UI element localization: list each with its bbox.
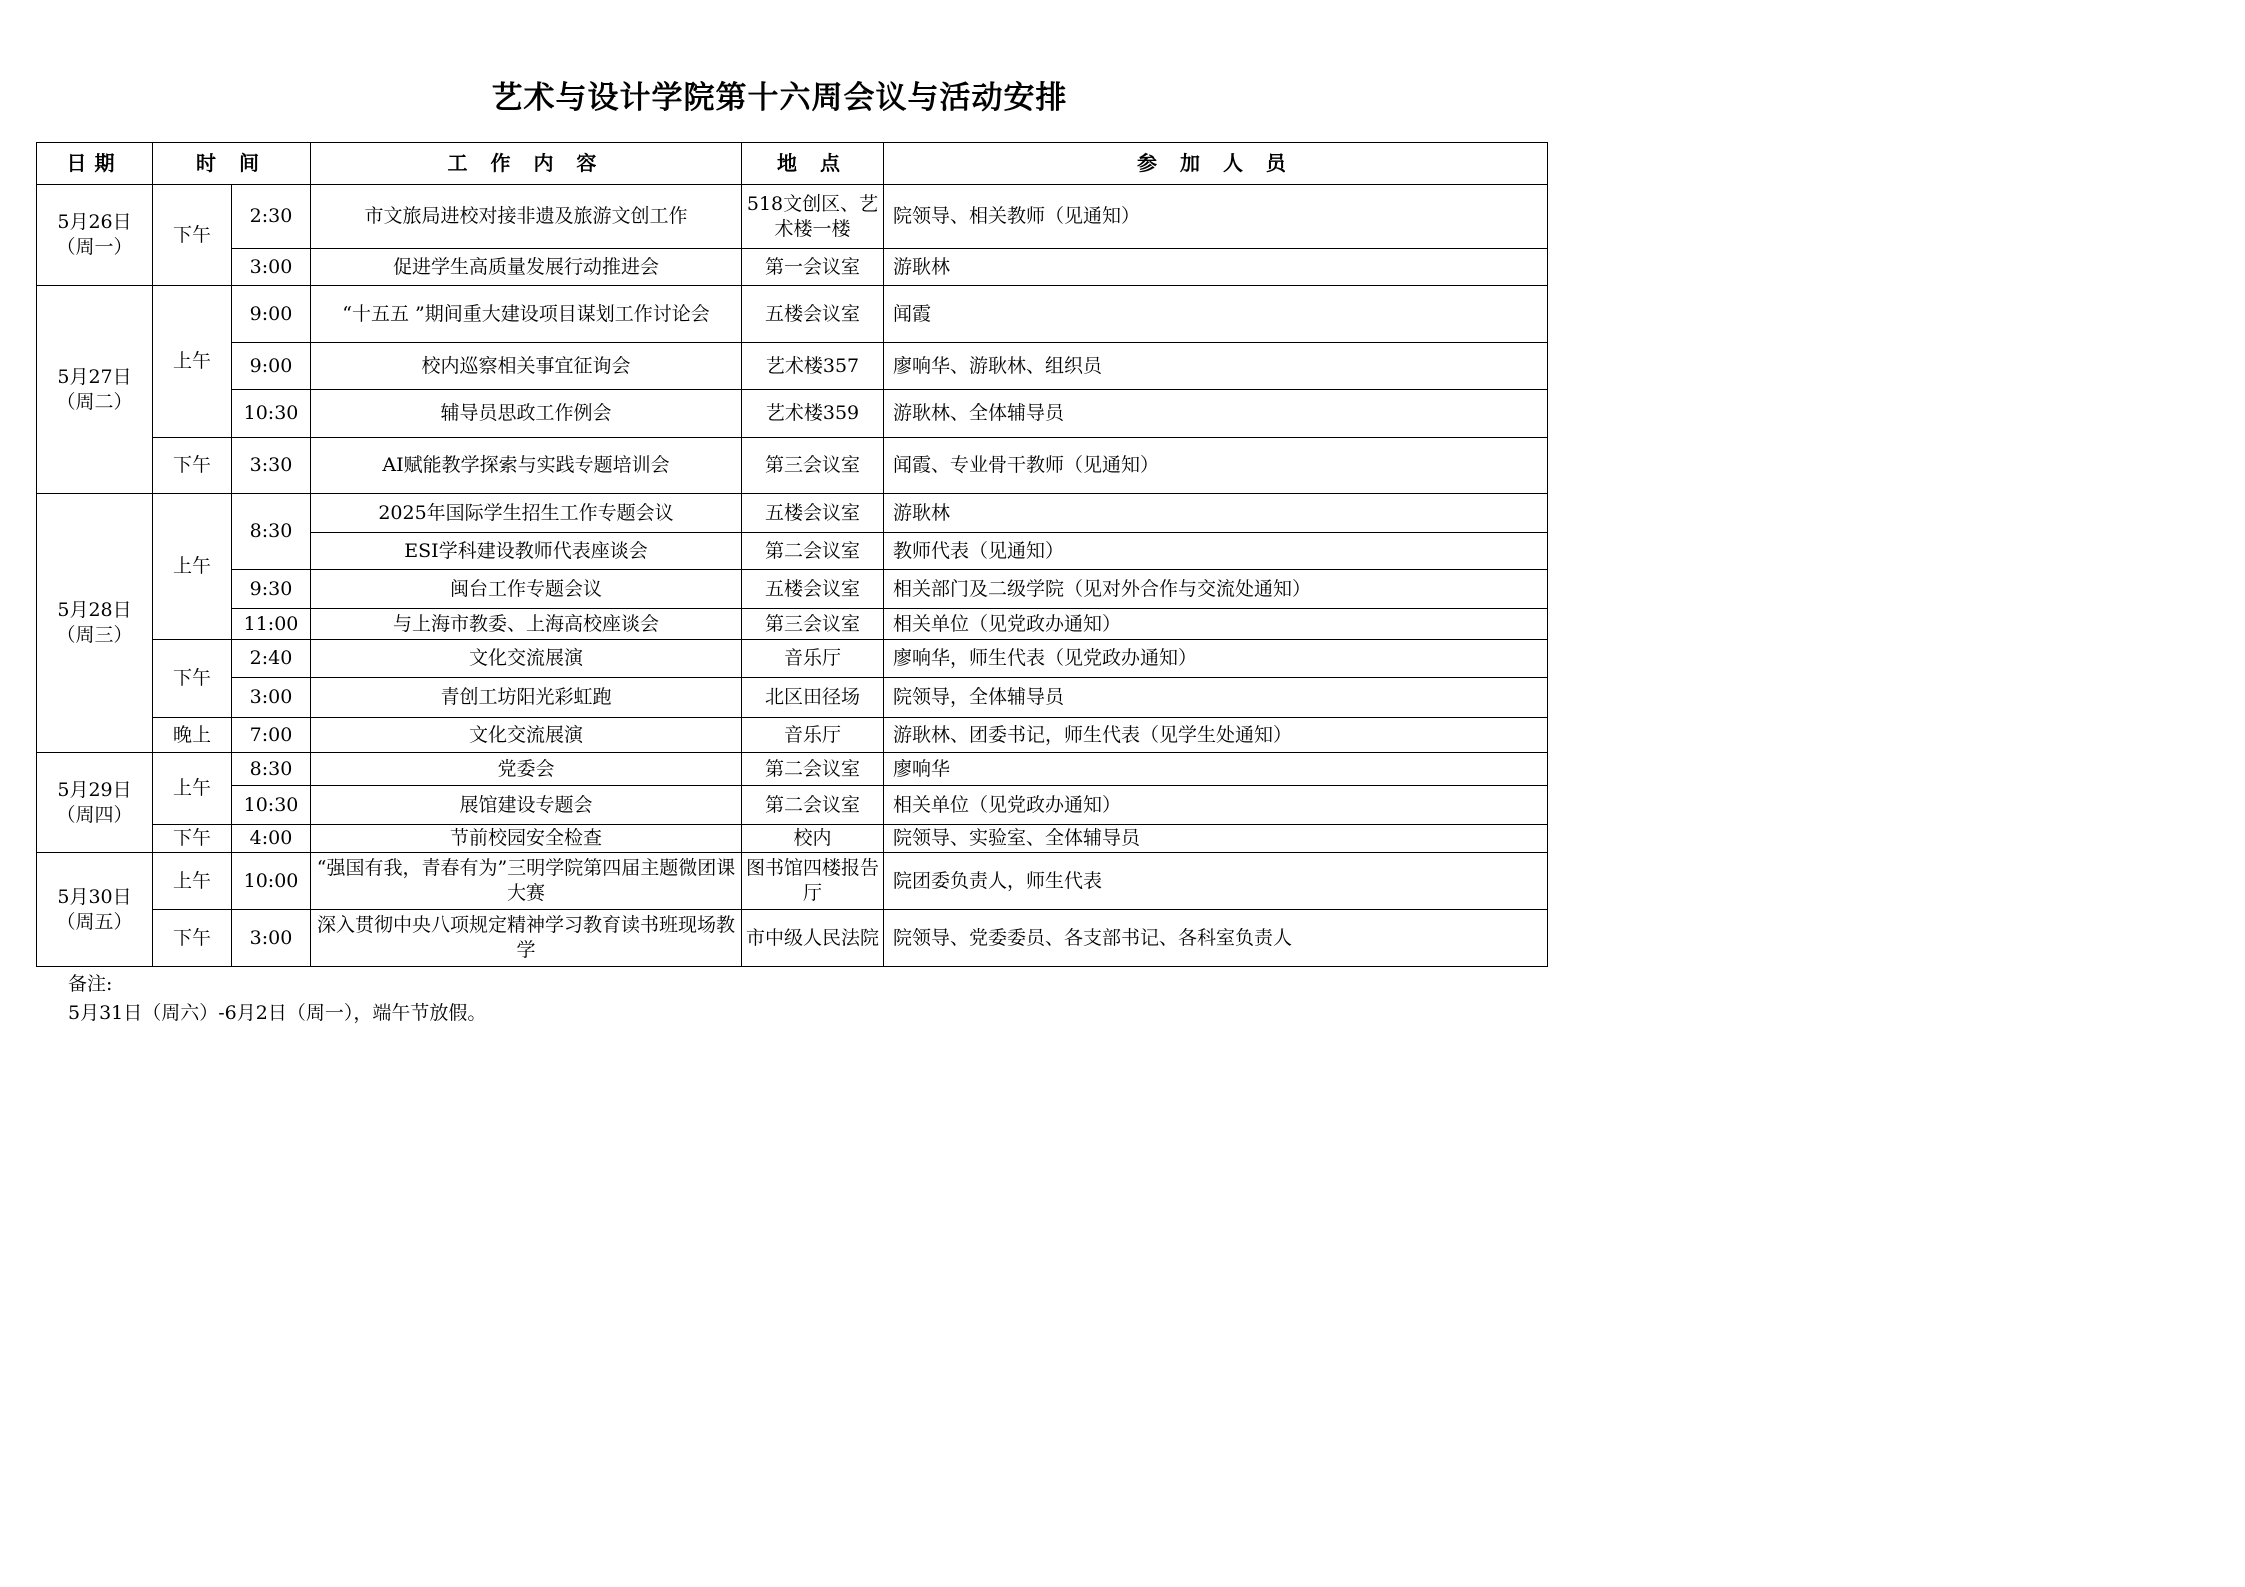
content-cell: 2025年国际学生招生工作专题会议 (311, 494, 742, 533)
content-cell: 节前校园安全检查 (311, 825, 742, 853)
attendees-cell: 游耿林、团委书记，师生代表（见学生处通知） (884, 718, 1548, 753)
header-content: 工 作 内 容 (311, 143, 742, 185)
content-cell: 与上海市教委、上海高校座谈会 (311, 609, 742, 640)
time-cell: 3:30 (232, 438, 311, 494)
table-row (37, 609, 1548, 640)
header-time: 时 间 (153, 143, 311, 185)
period-cell: 下午 (153, 185, 232, 286)
content-cell: 深入贯彻中央八项规定精神学习教育读书班现场教学 (311, 910, 742, 967)
table-row (37, 718, 1548, 753)
location-cell: 北区田径场 (742, 678, 884, 718)
table-row (37, 570, 1548, 609)
table-row (37, 438, 1548, 494)
notes-label: 备注: (68, 973, 113, 995)
period-cell: 上午 (153, 286, 232, 438)
time-cell: 9:30 (232, 570, 311, 609)
location-cell: 第二会议室 (742, 786, 884, 825)
period-cell: 下午 (153, 640, 232, 718)
content-cell: AI赋能教学探索与实践专题培训会 (311, 438, 742, 494)
header-location: 地 点 (742, 143, 884, 185)
location-cell: 第二会议室 (742, 533, 884, 570)
attendees-cell: 相关单位（见党政办通知） (884, 609, 1548, 640)
attendees-cell: 闻霞、专业骨干教师（见通知） (884, 438, 1548, 494)
notes-section (68, 970, 486, 1028)
content-cell: 促进学生高质量发展行动推进会 (311, 249, 742, 286)
attendees-cell: 院领导、实验室、全体辅导员 (884, 825, 1548, 853)
attendees-cell: 游耿林 (884, 494, 1548, 533)
attendees-cell: 院领导，全体辅导员 (884, 678, 1548, 718)
location-cell: 五楼会议室 (742, 570, 884, 609)
table-row (37, 185, 1548, 249)
table-row (37, 853, 1548, 910)
time-cell: 11:00 (232, 609, 311, 640)
attendees-cell: 廖响华、游耿林、组织员 (884, 343, 1548, 390)
location-cell: 第一会议室 (742, 249, 884, 286)
table-row (37, 390, 1548, 438)
location-cell: 第三会议室 (742, 438, 884, 494)
content-cell: 闽台工作专题会议 (311, 570, 742, 609)
location-cell: 第二会议室 (742, 753, 884, 786)
header-attendees: 参 加 人 员 (884, 143, 1548, 185)
attendees-cell: 廖响华，师生代表（见党政办通知） (884, 640, 1548, 678)
content-cell: “十五五 ”期间重大建设项目谋划工作讨论会 (311, 286, 742, 343)
content-cell: 党委会 (311, 753, 742, 786)
time-cell: 3:00 (232, 249, 311, 286)
location-cell: 音乐厅 (742, 718, 884, 753)
location-cell: 图书馆四楼报告厅 (742, 853, 884, 910)
table-row (37, 249, 1548, 286)
date-label: 5月27日 (57, 365, 132, 388)
date-label: 5月26日 (57, 211, 132, 233)
table-row (37, 678, 1548, 718)
content-cell: 文化交流展演 (311, 640, 742, 678)
attendees-cell: 院领导、相关教师（见通知） (884, 185, 1548, 249)
table-row (37, 825, 1548, 853)
content-cell: 辅导员思政工作例会 (311, 390, 742, 438)
time-cell: 3:00 (232, 678, 311, 718)
table-row (37, 343, 1548, 390)
attendees-cell: 院领导、党委委员、各支部书记、各科室负责人 (884, 910, 1548, 967)
time-cell: 9:00 (232, 286, 311, 343)
header-date: 日期 (37, 143, 153, 185)
table-row (37, 494, 1548, 533)
notes-text: 5月31日（周六）-6月2日（周一），端午节放假。 (68, 1002, 487, 1024)
time-cell: 10:00 (232, 853, 311, 910)
time-cell: 10:30 (232, 786, 311, 825)
location-cell: 五楼会议室 (742, 494, 884, 533)
period-cell: 晚上 (153, 718, 232, 753)
date-cell (37, 286, 153, 494)
weekday-label: （周二） (56, 390, 133, 413)
attendees-cell: 游耿林、全体辅导员 (884, 390, 1548, 438)
period-cell: 上午 (153, 753, 232, 825)
date-label: 5月29日 (57, 778, 132, 801)
content-cell: 展馆建设专题会 (311, 786, 742, 825)
weekday-label: （周一） (56, 236, 133, 258)
attendees-cell: 院团委负责人，师生代表 (884, 853, 1548, 910)
content-cell: ESI学科建设教师代表座谈会 (311, 533, 742, 570)
location-cell: 第三会议室 (742, 609, 884, 640)
date-cell (37, 853, 153, 967)
location-cell: 五楼会议室 (742, 286, 884, 343)
weekday-label: （周五） (56, 910, 133, 933)
content-cell: 市文旅局进校对接非遗及旅游文创工作 (311, 185, 742, 249)
attendees-cell: 游耿林 (884, 249, 1548, 286)
weekday-label: （周三） (56, 624, 133, 646)
table-row (37, 640, 1548, 678)
location-cell: 音乐厅 (742, 640, 884, 678)
date-label: 5月28日 (57, 599, 132, 621)
location-cell: 艺术楼357 (742, 343, 884, 390)
time-cell: 8:30 (232, 753, 311, 786)
time-cell: 2:30 (232, 185, 311, 249)
schedule-table (36, 142, 1548, 967)
time-cell: 7:00 (232, 718, 311, 753)
location-cell: 艺术楼359 (742, 390, 884, 438)
location-cell: 518文创区、艺术楼一楼 (742, 185, 884, 249)
table-row (37, 786, 1548, 825)
time-cell: 2:40 (232, 640, 311, 678)
period-cell: 下午 (153, 438, 232, 494)
time-cell: 10:30 (232, 390, 311, 438)
time-cell: 4:00 (232, 825, 311, 853)
time-cell: 3:00 (232, 910, 311, 967)
weekday-label: （周四） (56, 803, 133, 826)
period-cell: 下午 (153, 825, 232, 853)
header-row (37, 143, 1548, 185)
location-cell: 市中级人民法院 (742, 910, 884, 967)
table-row (37, 753, 1548, 786)
table-row (37, 910, 1548, 967)
period-cell: 上午 (153, 853, 232, 910)
table-row (37, 286, 1548, 343)
content-cell: 青创工坊阳光彩虹跑 (311, 678, 742, 718)
content-cell: “强国有我，青春有为”三明学院第四届主题微团课大赛 (311, 853, 742, 910)
attendees-cell: 廖响华 (884, 753, 1548, 786)
attendees-cell: 教师代表（见通知） (884, 533, 1548, 570)
time-cell: 8:30 (232, 494, 311, 570)
content-cell: 校内巡察相关事宜征询会 (311, 343, 742, 390)
date-label: 5月30日 (57, 885, 132, 908)
date-cell (37, 185, 153, 286)
date-cell (37, 753, 153, 853)
date-cell (37, 494, 153, 753)
content-cell: 文化交流展演 (311, 718, 742, 753)
page-title: 艺术与设计学院第十六周会议与活动安排 (491, 80, 1068, 116)
attendees-cell: 相关部门及二级学院（见对外合作与交流处通知） (884, 570, 1548, 609)
attendees-cell: 相关单位（见党政办通知） (884, 786, 1548, 825)
time-cell: 9:00 (232, 343, 311, 390)
location-cell: 校内 (742, 825, 884, 853)
attendees-cell: 闻霞 (884, 286, 1548, 343)
period-cell: 下午 (153, 910, 232, 967)
period-cell: 上午 (153, 494, 232, 640)
